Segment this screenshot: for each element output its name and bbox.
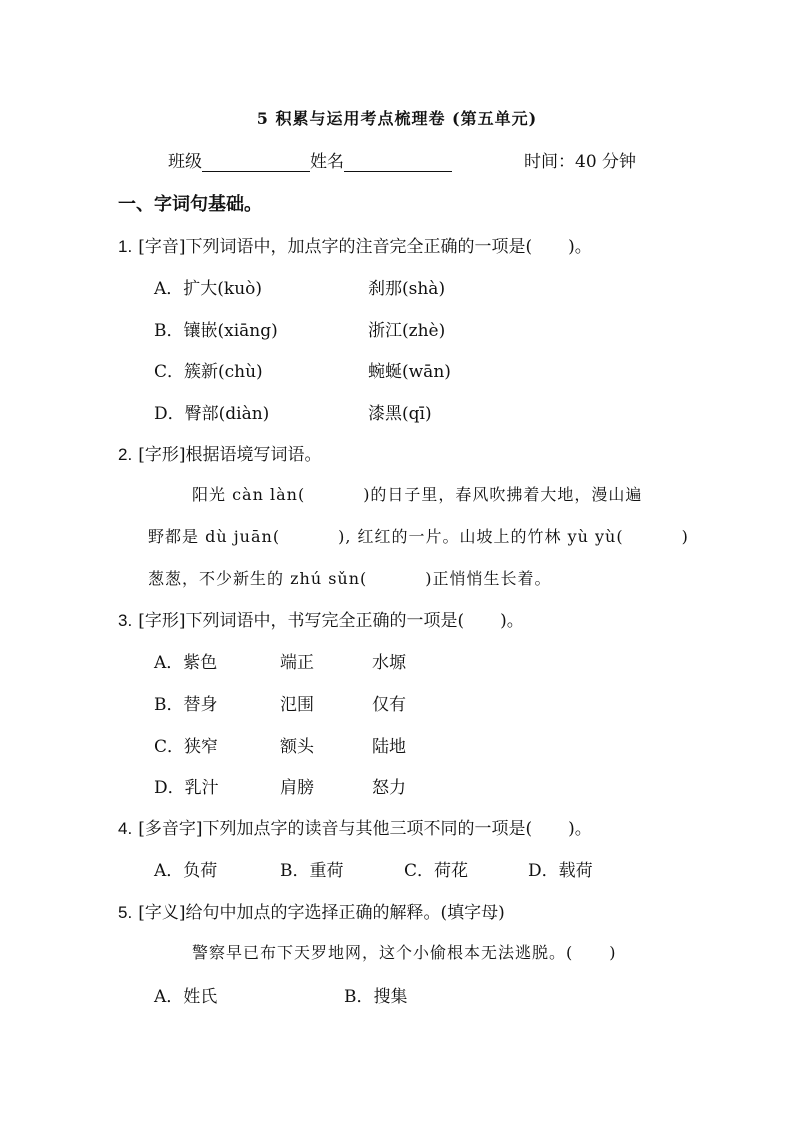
question-5: 5. [字义]给句中加点的字选择正确的解释。(填字母) [118,903,505,923]
page-title: 5 积累与运用考点梳理卷 (第五单元) [256,109,538,128]
section-heading: 一、字词句基础。 [118,194,262,215]
option[interactable]: B．搜集 [344,987,408,1007]
option-word: 陆地 [372,737,406,757]
option[interactable]: D．载荷 [528,861,593,881]
option-word: 怒力 [372,778,406,798]
name-blank[interactable] [344,153,452,172]
question-2: 2. [字形]根据语境写词语。 [118,445,322,465]
option-word: 仅有 [372,695,406,715]
option[interactable]: B．重荷 [280,861,344,881]
option[interactable]: D．乳汁 [154,778,219,798]
class-blank[interactable] [202,153,310,172]
option[interactable]: A．扩大(kuò) [154,279,263,299]
class-label: 班级 [168,152,202,172]
option[interactable]: C．荷花 [404,861,469,881]
option-word: 漆黑(qī) [368,404,432,424]
option-word: 端正 [280,653,314,673]
info-line [168,147,452,172]
option[interactable]: C．簇新(chù) [154,362,263,382]
question-4: 4. [多音字]下列加点字的读音与其他三项不同的一项是( )。 [118,819,592,839]
option[interactable]: D．臀部(diàn) [154,404,270,424]
option-word: 额头 [280,737,314,757]
option[interactable]: B．替身 [154,695,218,715]
option-word: 浙江(zhè) [368,321,446,341]
option-word: 刹那(shà) [368,279,446,299]
option[interactable]: A．负荷 [154,861,218,881]
name-label: 姓名 [310,152,344,172]
question-sentence: 警察早已布下天罗地网，这个小偷根本无法逃脱。( ) [192,943,617,962]
option[interactable]: B．镶嵌(xiāng) [154,321,278,341]
passage-line: 阳光 càn làn( )的日子里，春风吹拂着大地，漫山遍 [192,485,643,504]
option[interactable]: C．狭窄 [154,737,219,757]
option-word: 肩膀 [280,778,314,798]
option-word: 蜿蜒(wān) [368,362,451,382]
question-1: 1. [字音]下列词语中，加点字的注音完全正确的一项是( )。 [118,237,592,257]
time-label: 时间：40 分钟 [524,152,637,172]
option[interactable]: A．紫色 [154,653,218,673]
passage-line: 野都是 dù juān( ), 红红的一片。山坡上的竹林 yù yù( ) [148,527,689,546]
passage-line: 葱葱，不少新生的 zhú sǔn( )正悄悄生长着。 [148,569,552,588]
question-3: 3. [字形]下列词语中，书写完全正确的一项是( )。 [118,611,524,631]
option-word: 氾围 [280,695,314,715]
option[interactable]: A．姓氏 [154,987,218,1007]
option-word: 水塬 [372,653,406,673]
